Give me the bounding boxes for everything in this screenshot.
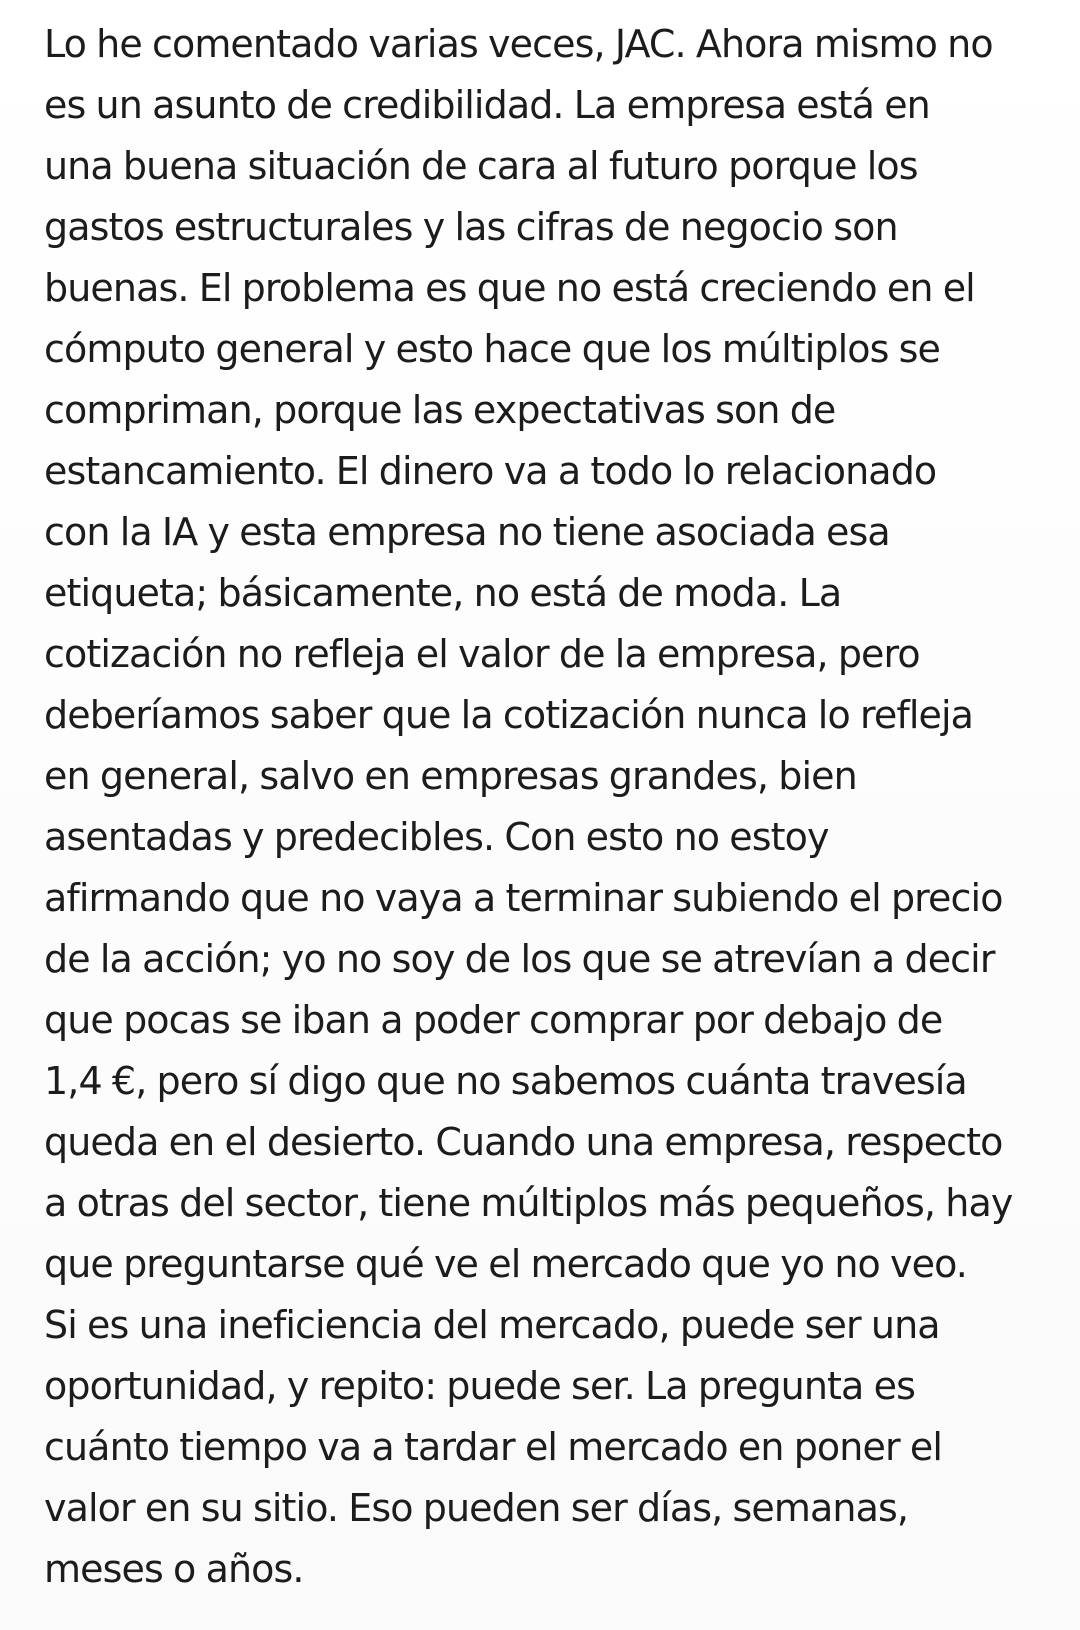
comment-body-text: Lo he comentado varias veces, JAC. Ahora mismo no es un asunto de credibilidad. La empresa está en una buena situación de cara al futuro porque los gastos estructurales y las cifras de negocio son buenas. El problema es que no está creciendo en el cómputo general y esto hace que los múltiplos se compriman, porque las expectativas son de estancamiento. El dinero va a todo lo relacionado con la IA y esta empresa no tiene asociada esa etiqueta; básicamente, no está de moda. La cotización no refleja el valor de la empresa, pero deberíamos saber que la cotización nunca lo refleja en general, salvo en empresas grandes, bien asentadas y predecibles. Con esto no estoy afirmando que no vaya a terminar subiendo el precio de la acción; yo no soy de los que se atrevían a decir que pocas se iban a poder comprar por debajo de 1,4 €, pero sí digo que no sabemos cuánta travesía queda en el desierto. Cuando una empresa, respecto a otras del sector, tiene múltiplos más pequeños, hay que preguntarse qué ve el mercado que yo no veo. Si es una ineficiencia del mercado, puede ser una oportunidad, y repito: puede ser. La pregunta es cuánto tiempo va a tardar el mercado en poner el valor en su sitio. Eso pueden ser días, semanas, meses o años. <box>44 22 1013 1591</box>
